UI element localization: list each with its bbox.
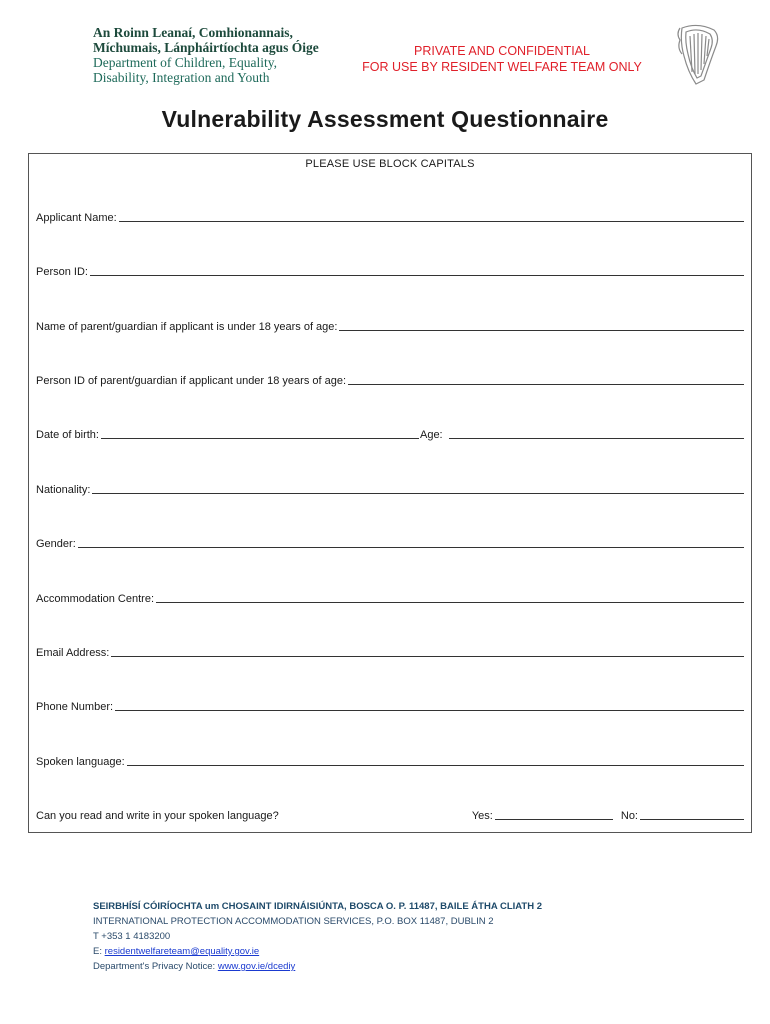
parent-person-id-row: [36, 371, 744, 387]
department-name-block: [93, 25, 353, 85]
no-label: No:: [620, 810, 638, 822]
footer-privacy-prefix: Department's Privacy Notice:: [93, 961, 218, 972]
dob-age-row: [36, 425, 744, 441]
nationality-label: Nationality:: [36, 484, 91, 496]
person-id-field[interactable]: [90, 263, 744, 276]
accommodation-label: Accommodation Centre:: [36, 593, 154, 605]
footer-privacy-line: [93, 959, 542, 974]
phone-row: [36, 697, 744, 713]
footer-phone: T +353 1 4183200: [93, 931, 171, 942]
applicant-name-field[interactable]: [119, 209, 744, 222]
footer: [93, 899, 542, 974]
email-field[interactable]: [111, 644, 744, 657]
age-field[interactable]: [449, 426, 744, 439]
confidential-line-1: PRIVATE AND CONFIDENTIAL: [414, 44, 590, 58]
questionnaire-form: [28, 153, 752, 833]
read-write-question: Can you read and write in your spoken language?: [36, 810, 279, 822]
applicant-name-row: [36, 208, 744, 224]
parent-person-id-field[interactable]: [348, 372, 744, 385]
read-write-row: [36, 806, 744, 822]
dept-english-line-1: Department of Children, Equality,: [93, 55, 277, 70]
spoken-language-row: [36, 752, 744, 768]
phone-label: Phone Number:: [36, 701, 114, 713]
dept-irish-line-1: An Roinn Leanaí, Comhionannais,: [93, 25, 293, 40]
no-field[interactable]: [640, 807, 744, 820]
nationality-row: [36, 480, 744, 496]
footer-email-line: [93, 944, 542, 959]
dept-english-line-2: Disability, Integration and Youth: [93, 70, 270, 85]
footer-english-address: INTERNATIONAL PROTECTION ACCOMMODATION SERVICES, P.O. BOX 11487, DUBLIN 2: [93, 916, 494, 927]
person-id-row: [36, 262, 744, 278]
dob-label: Date of birth:: [36, 429, 99, 441]
parent-name-label: Name of parent/guardian if applicant is under 18 years of age:: [36, 321, 338, 333]
footer-irish-address: SEIRBHÍSÍ CÓIRÍOCHTA um CHOSAINT IDIRNÁISIÚNTA, BOSCA O. P. 11487, BAILE ÁTHA CLIATH 2: [93, 901, 543, 912]
parent-name-row: [36, 317, 744, 333]
confidential-line-2: FOR USE BY RESIDENT WELFARE TEAM ONLY: [362, 60, 642, 74]
accommodation-field[interactable]: [156, 590, 744, 603]
form-instruction: PLEASE USE BLOCK CAPITALS: [305, 158, 475, 170]
age-label: Age:: [419, 429, 443, 441]
person-id-label: Person ID:: [36, 266, 88, 278]
spoken-language-label: Spoken language:: [36, 756, 125, 768]
yes-label: Yes:: [471, 810, 493, 822]
footer-email-prefix: E:: [93, 946, 105, 957]
parent-name-field[interactable]: [339, 318, 744, 331]
harp-icon: [674, 22, 722, 88]
accommodation-row: [36, 589, 744, 605]
footer-email-link[interactable]: residentwelfareteam@equality.gov.ie: [104, 946, 260, 957]
gender-row: [36, 534, 744, 550]
email-row: [36, 643, 744, 659]
parent-person-id-label: Person ID of parent/guardian if applicant under 18 years of age:: [36, 375, 347, 387]
gender-field[interactable]: [78, 535, 744, 548]
gender-label: Gender:: [36, 538, 76, 550]
phone-field[interactable]: [115, 698, 744, 711]
nationality-field[interactable]: [92, 481, 744, 494]
spoken-language-field[interactable]: [127, 753, 744, 766]
yes-field[interactable]: [495, 807, 613, 820]
confidential-notice: [332, 43, 672, 75]
email-label: Email Address:: [36, 647, 110, 659]
applicant-name-label: Applicant Name:: [36, 212, 117, 224]
dob-field[interactable]: [101, 426, 419, 439]
footer-privacy-link[interactable]: www.gov.ie/dcediy: [217, 961, 296, 972]
dept-irish-line-2: Míchumais, Lánpháirtíochta agus Óige: [93, 40, 319, 55]
page-title: Vulnerability Assessment Questionnaire: [161, 106, 609, 132]
